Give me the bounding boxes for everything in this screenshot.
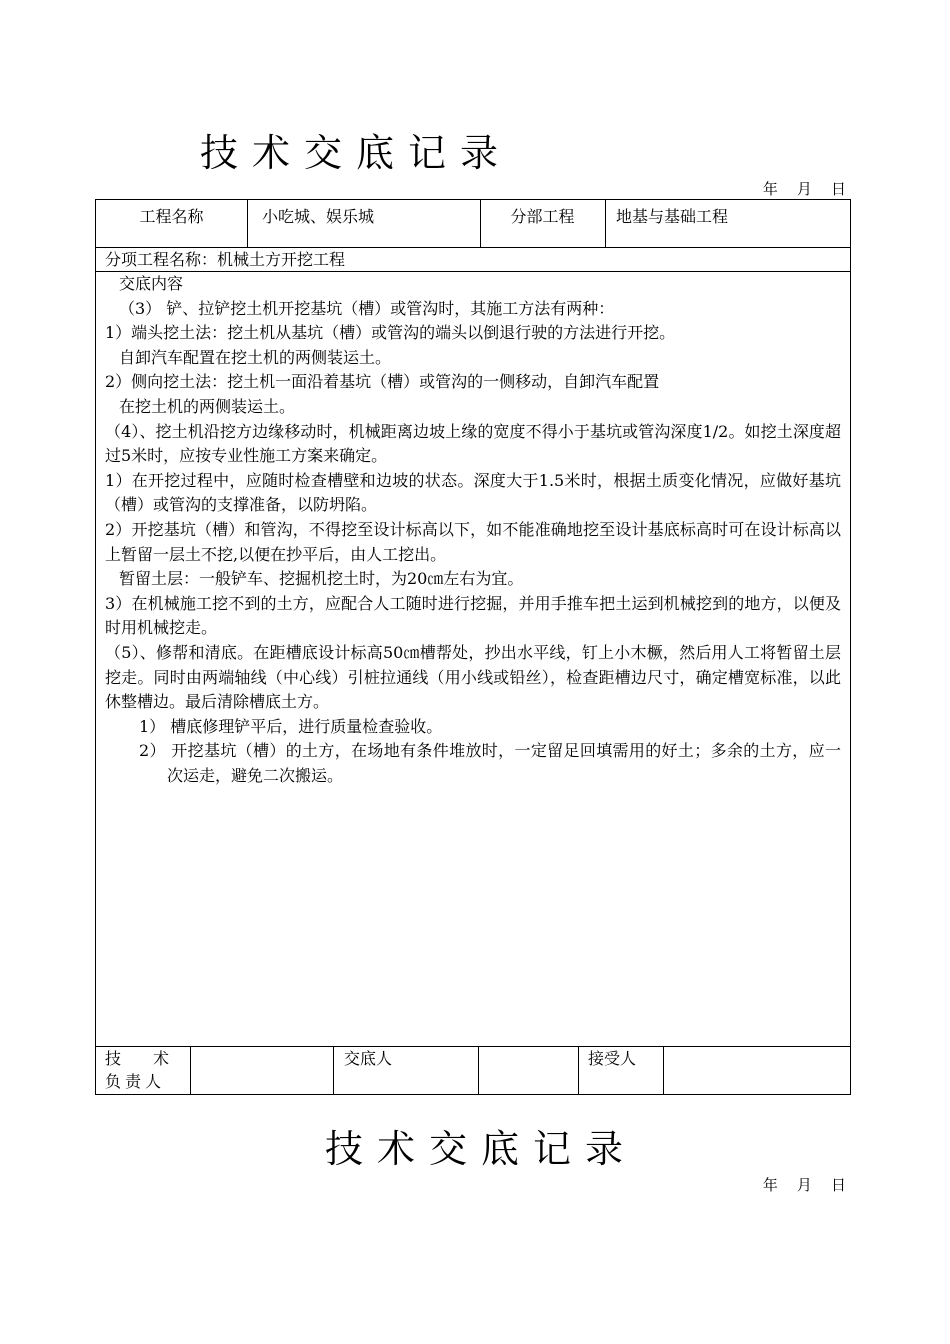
content-paragraph: 自卸汽车配置在挖土机的两侧装运土。 xyxy=(119,347,392,367)
content-paragraph: 2）开挖基坑（槽）和管沟，不得挖至设计标高以下，如不能准确地挖至设计基底标高时可在设计标高以上暂留一层土不挖,以便在抄平后，由人工挖出。 xyxy=(105,519,841,564)
content-paragraph: （3） 铲、拉铲挖土机开挖基坑（槽）或管沟时，其施工方法有两种： xyxy=(119,298,615,318)
date-line-repeat: 年 月 日 xyxy=(762,1176,846,1194)
page-title: 技术交底记录 xyxy=(200,131,513,175)
content-paragraph: 2） 开挖基坑（槽）的土方，在场地有条件堆放时，一定留足回填需用的好土；多余的土方，应一次运走，避免二次搬运。 xyxy=(139,741,841,785)
tech-lead-label-line1: 技 术 xyxy=(105,1049,170,1068)
date-line: 年 月 日 xyxy=(762,180,846,198)
project-name-label: 工程名称 xyxy=(139,207,204,226)
header-row xyxy=(96,200,850,248)
content-paragraph: 1）在开挖过程中，应随时检查槽壁和边坡的状态。深度大于1.5米时，根据土质变化情况，应做好基坑（槽）或管沟的支撑准备，以防坍陷。 xyxy=(105,470,841,515)
disclosure-form xyxy=(95,199,851,1095)
content-paragraph: （4）、挖土机沿挖方边缘移动时，机械距离边坡上缘的宽度不得小于基坑或管沟深度1/2。如挖土深度超过5米时，应按专业性施工方案来确定。 xyxy=(105,421,841,466)
content-paragraph: 在挖土机的两侧装运土。 xyxy=(119,396,296,416)
tech-lead-label xyxy=(96,1047,190,1094)
receiver-signature-field[interactable] xyxy=(663,1047,850,1094)
content-paragraph: 2）侧向挖土法：挖土机一面沿着基坑（槽）或管沟的一侧移动，自卸汽车配置 xyxy=(105,372,660,392)
content-paragraph: 3）在机械施工挖不到的土方，应配合人工随时进行挖掘，并用手推车把土运到机械挖到的地方，以便及时用机械挖走。 xyxy=(105,593,841,638)
tech-lead-label-line2: 负责人 xyxy=(105,1072,166,1091)
page-title-repeat: 技术交底记录 xyxy=(325,1127,638,1171)
content-paragraph: 1） 槽底修理铲平后，进行质量检查验收。 xyxy=(139,716,443,736)
discloser-label: 交底人 xyxy=(344,1049,393,1068)
tech-lead-signature-field[interactable] xyxy=(190,1047,333,1094)
content-paragraph: 暂留土层：一般铲车、挖掘机挖土时，为20㎝左右为宜。 xyxy=(119,569,524,589)
subitem-name-row: 分项工程名称：机械土方开挖工程 xyxy=(96,248,850,272)
discloser-signature-field[interactable] xyxy=(478,1047,578,1094)
division-value: 地基与基础工程 xyxy=(616,207,729,226)
content-paragraph: （5）、修帮和清底。在距槽底设计标高50㎝槽帮处，抄出水平线，钉上小木橛，然后用人工将暂留土层挖走。同时由两端轴线（中心线）引桩拉通线（用小线或铅丝），检查距槽边尺寸，确定槽宽标准，以此休整槽边。最后清除槽底土方。 xyxy=(105,642,841,712)
signature-row xyxy=(96,1047,850,1094)
content-heading: 交底内容 xyxy=(119,274,184,293)
project-name-value: 小吃城、娱乐城 xyxy=(262,207,375,226)
receiver-label: 接受人 xyxy=(588,1049,637,1068)
content-paragraph: 1）端头挖土法：挖土机从基坑（槽）或管沟的端头以倒退行驶的方法进行开挖。 xyxy=(105,323,676,343)
division-label: 分部工程 xyxy=(510,207,575,226)
disclosure-content xyxy=(96,272,850,1047)
